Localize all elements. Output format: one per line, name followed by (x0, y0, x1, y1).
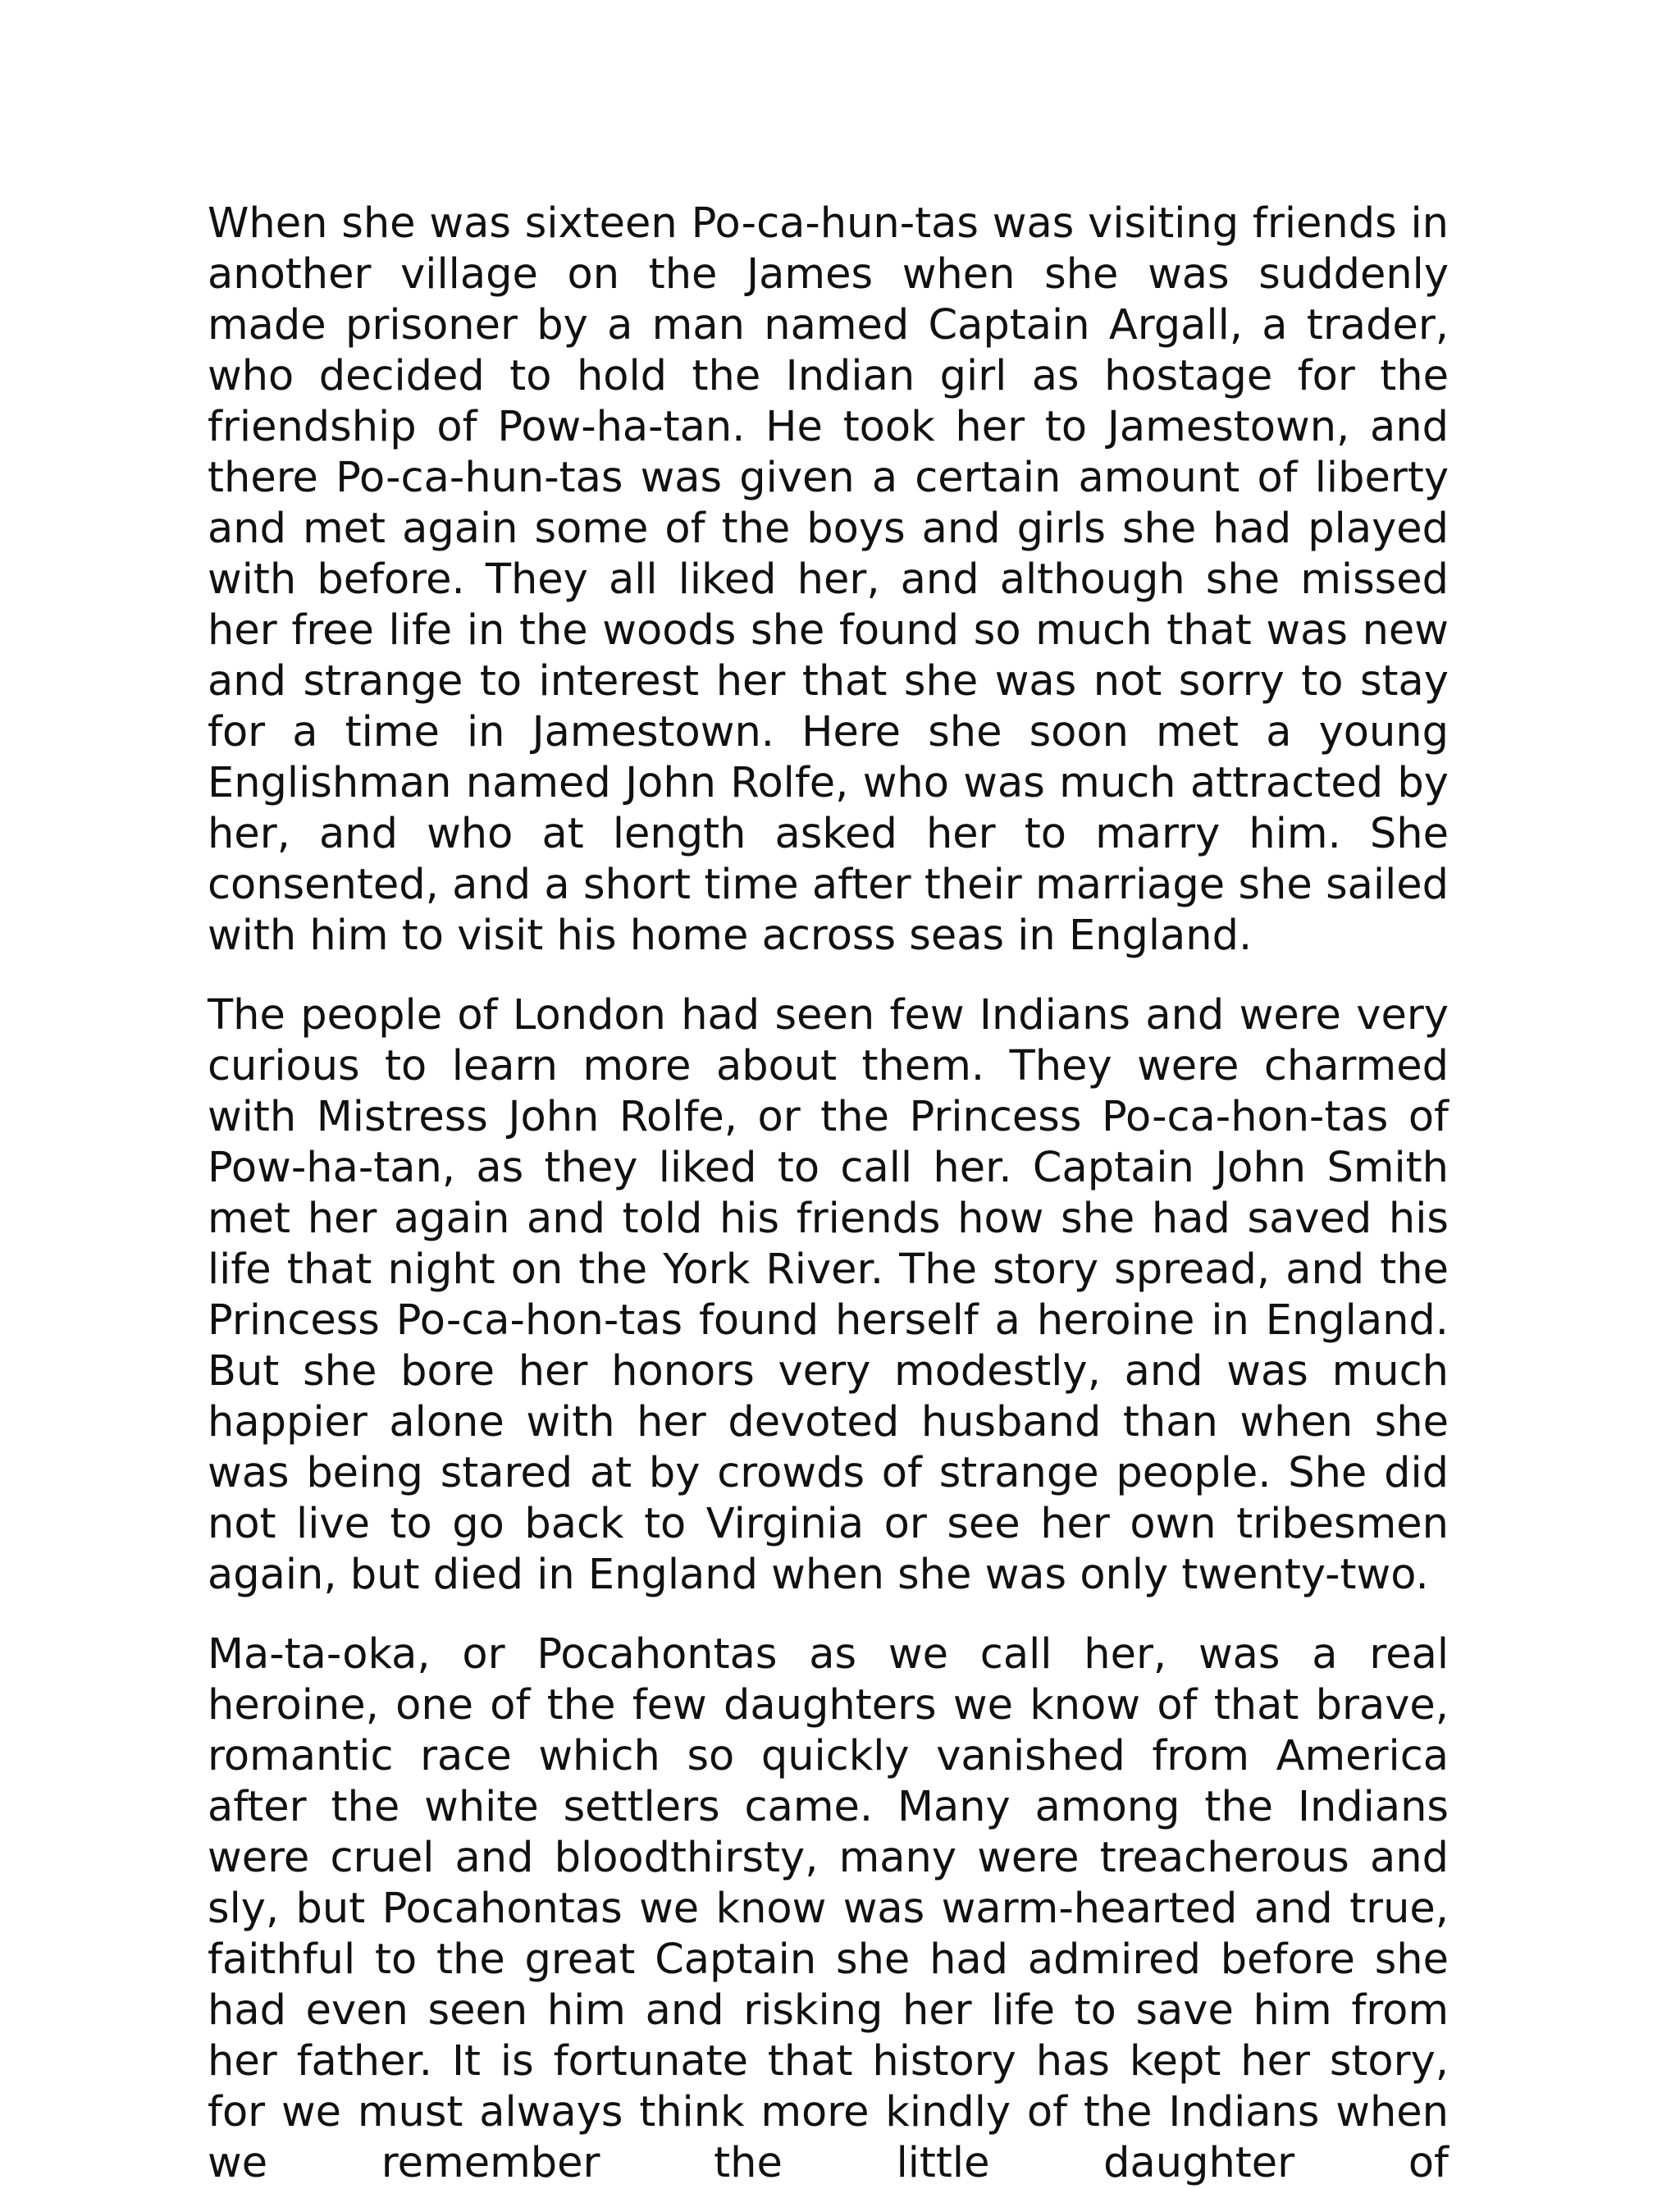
paragraph-3: Ma-ta-oka, or Pocahontas as we call her, was a real heroine, one of the few daughters we know of that brave, romantic race which so quickly vanished from America after the white settlers came. Many among the Indians were cruel and bloodthirsty, many were treacherous and sly, but Pocahontas we know was warm-hearted and true, faithful to the great Captain she had admired before she had even seen him and risking her life to save him from her father. It is fortunate that history has kept her story, for we must always think more kindly of the Indians when we remember the little daughter of (208, 1630, 1449, 2187)
paragraph-1: When she was sixteen Po-ca-hun-tas was visiting friends in another village on the James when she was suddenly made prisoner by a man named Captain Argall, a trader, who decided to hold the Indian girl as hostage for the friendship of Pow-ha-tan. He took her to Jamestown, and there Po-ca-hun-tas was given a certain amount of liberty and met again some of the boys and girls she had played with before. They all liked her, and although she missed her free life in the woods she found so much that was new and strange to interest her that she was not sorry to stay for a time in Jamestown. Here she soon met a young Englishman named John Rolfe, who was much attracted by her, and who at length asked her to marry him. She consented, and a short time after their marriage she sailed with him to visit his home across seas in England. (208, 199, 1449, 960)
document-page (208, 199, 1449, 2189)
paragraph-2: The people of London had seen few Indians and were very curious to learn more about them. They were charmed with Mistress John Rolfe, or the Princess Po-ca-hon-tas of Pow-ha-tan, as they liked to call her. Captain John Smith met her again and told his friends how she had saved his life that night on the York River. The story spread, and the Princess Po-ca-hon-tas found herself a heroine in England. But she bore her honors very modestly, and was much happier alone with her devoted husband than when she was being stared at by crowds of strange people. She did not live to go back to Virginia or see her own tribesmen again, but died in England when she was only twenty-two. (208, 991, 1449, 1599)
